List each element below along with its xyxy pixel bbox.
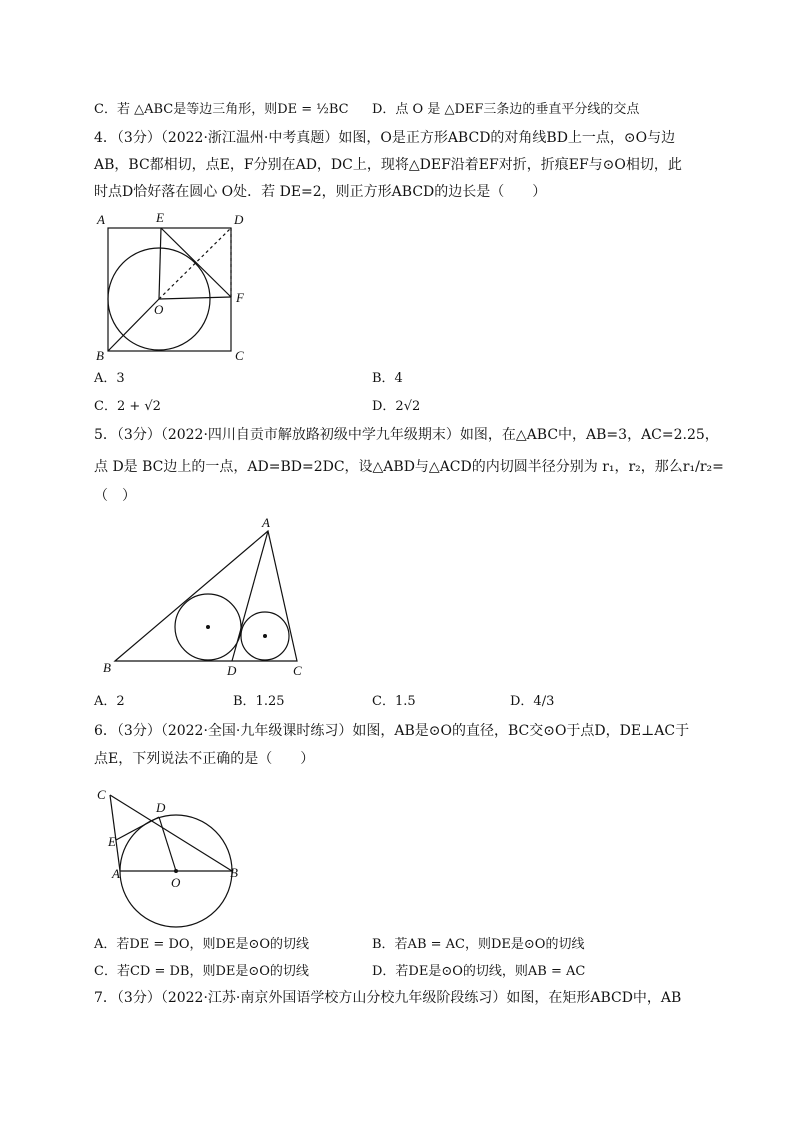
q5-line3: （ ） — [94, 488, 136, 504]
q6-option-a: A．若DE = DO，则DE是⊙O的切线 — [94, 937, 310, 952]
q4-figure — [94, 210, 254, 365]
q6-option-b: B．若AB = AC，则DE是⊙O的切线 — [372, 937, 585, 952]
label-o: O — [154, 302, 164, 317]
label-c: C — [293, 663, 302, 678]
label-d: D — [156, 800, 166, 815]
q5-line1: 5．（3分）（2022·四川自贡市解放路初级中学九年级期末）如图，在△ABC中，AB=3，AC=2.25， — [94, 427, 719, 443]
label-c: C — [97, 787, 106, 802]
q4-line1: 4．（3分）（2022·浙江温州·中考真题）如图，O是正方形ABCD的对角线BD上一点，⊙O与边 — [94, 130, 676, 146]
q6-line2: 点E，下列说法不正确的是（ ） — [94, 751, 315, 767]
q4-option-d: D．2√2 — [372, 399, 421, 414]
q5-figure — [100, 512, 310, 682]
label-e: E — [156, 210, 164, 225]
label-b: B — [96, 348, 104, 363]
label-b: B — [103, 660, 111, 675]
q6-option-d: D．若DE是⊙O的切线，则AB = AC — [372, 964, 586, 979]
q6-figure — [94, 782, 254, 927]
q5-option-a: A．2 — [94, 694, 125, 709]
label-a: A — [97, 212, 105, 227]
label-d: D — [227, 663, 237, 678]
option-c-prev: C．若 △ABC是等边三角形，则DE = ½BC — [94, 102, 349, 117]
q4-option-b: B．4 — [372, 371, 403, 386]
q5-option-b: B．1.25 — [233, 694, 285, 709]
segment-fo — [159, 297, 231, 299]
dashed-od — [159, 228, 231, 299]
segment-ca — [110, 795, 120, 871]
segment-de — [116, 817, 159, 840]
triangle-abc — [115, 531, 297, 661]
label-f: F — [236, 290, 244, 305]
label-a: A — [262, 515, 270, 530]
segment-eo — [159, 228, 161, 299]
label-d: D — [234, 212, 244, 227]
label-o: O — [171, 875, 181, 890]
q4-option-a: A．3 — [94, 371, 125, 386]
q6-option-c: C．若CD = DB，则DE是⊙O的切线 — [94, 964, 309, 979]
q5-option-d: D．4/3 — [510, 694, 555, 709]
option-d-prev: D．点 O 是 △DEF三条边的垂直平分线的交点 — [372, 102, 640, 117]
label-b: B — [230, 865, 238, 880]
label-e: E — [108, 834, 116, 849]
q4-option-c: C．2 + √2 — [94, 399, 161, 414]
segment-do — [159, 817, 176, 871]
q5-line2: 点 D是 BC边上的一点，AD=BD=2DC，设△ABD与△ACD的内切圆半径分别为 r₁，r₂，那么r₁/r₂= — [94, 459, 724, 475]
q4-line2: AB，BC都相切，点E，F分别在AD，DC上，现将△DEF沿着EF对折，折痕EF与⊙O相切，此 — [94, 157, 682, 173]
label-a: A — [112, 866, 120, 881]
label-c: C — [235, 348, 244, 363]
q5-option-c: C．1.5 — [372, 694, 416, 709]
q4-line3: 时点D恰好落在圆心 O处．若 DE=2，则正方形ABCD的边长是（ ） — [94, 184, 547, 200]
q7-line1: 7．（3分）（2022·江苏·南京外国语学校方山分校九年级阶段练习）如图，在矩形ABCD中，AB — [94, 990, 682, 1006]
q6-line1: 6．（3分）（2022·全国·九年级课时练习）如图，AB是⊙O的直径，BC交⊙O于点D，DE⊥AC于 — [94, 723, 690, 739]
